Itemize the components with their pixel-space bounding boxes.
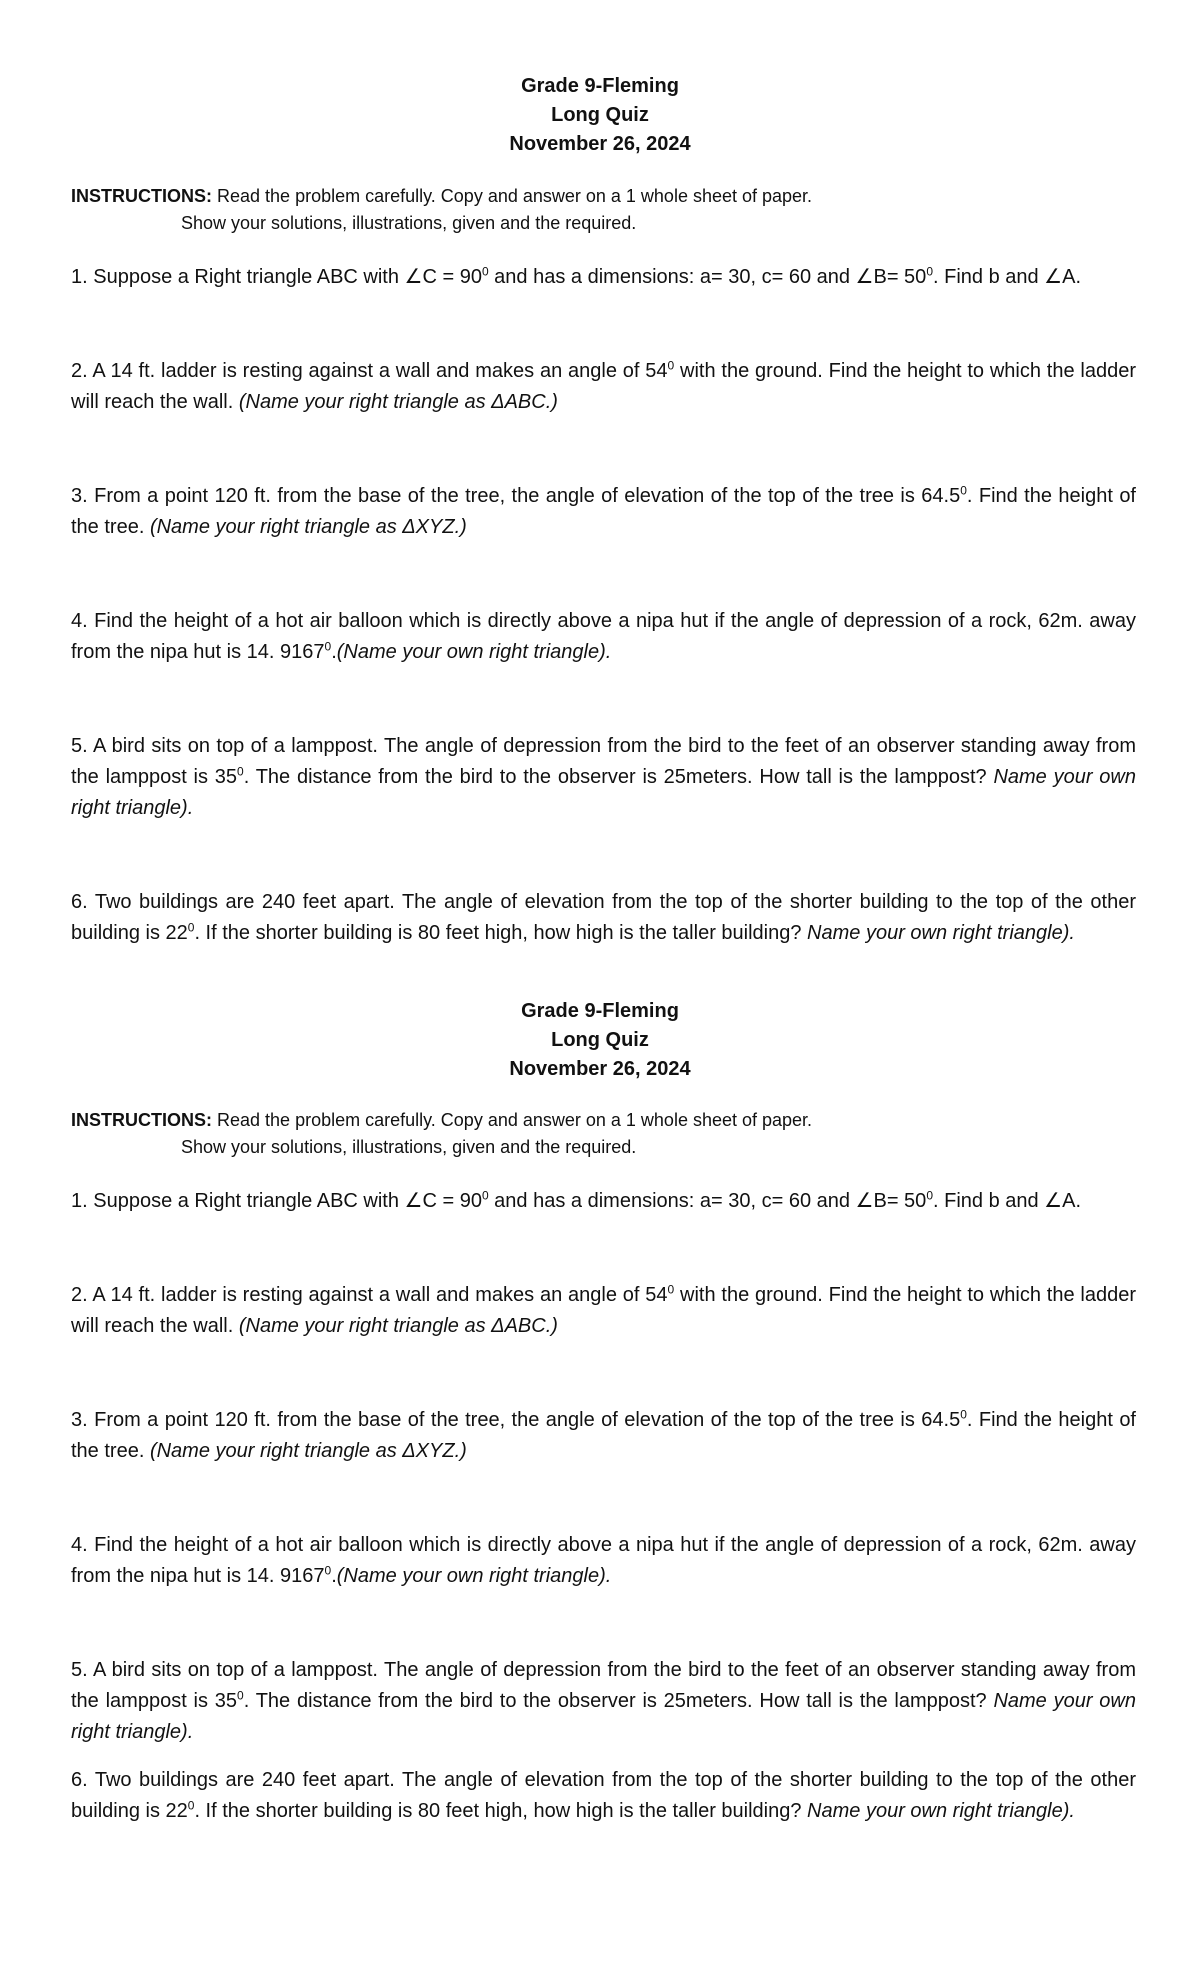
degree-mark: 0	[237, 764, 244, 779]
problem-text: 6. Two buildings are 240 feet apart. The angle of elevation from the top of the shorter building to the top of the other building is 22	[71, 1769, 1136, 1822]
problem-1	[71, 1186, 1136, 1217]
problem-2	[71, 1280, 1136, 1342]
problem-5	[71, 1655, 1136, 1748]
problem-note: (Name your right triangle as ΔABC.)	[238, 391, 558, 413]
degree-mark: 0	[926, 1188, 933, 1203]
problem-text: with the ground. Find the height to which the ladder will reach the wall.	[71, 360, 1136, 413]
degree-mark: 0	[324, 639, 332, 654]
problem-note: Name your own right triangle).	[807, 922, 1075, 944]
problem-text: .	[331, 1565, 337, 1587]
instructions-line2: Show your solutions, illustrations, given and the required.	[181, 213, 637, 233]
problem-text: 2. A 14 ft. ladder is resting against a wall and makes an angle of 54	[71, 360, 668, 382]
problem-note: (Name your right triangle as ΔXYZ.)	[149, 516, 467, 538]
problem-text: . Find the height of the tree.	[71, 1409, 1136, 1462]
instructions	[71, 1107, 812, 1161]
problem-text: . If the shorter building is 80 feet high, how high is the taller building?	[194, 922, 808, 944]
problem-text: . The distance from the bird to the observer is 25meters. How tall is the lamppost?	[243, 1690, 994, 1712]
quiz-header	[0, 997, 1200, 1084]
degree-mark: 0	[481, 264, 489, 279]
problem-text: 1. Suppose a Right triangle ABC with ∠C = 90	[71, 1190, 482, 1212]
header-title: Long Quiz	[551, 1029, 649, 1051]
problem-text: . Find b and ∠A.	[933, 1190, 1082, 1212]
degree-mark: 0	[960, 483, 967, 498]
problem-3	[71, 1405, 1136, 1467]
problem-text: 3. From a point 120 ft. from the base of the tree, the angle of elevation of the top of the tree is 64.5	[71, 1409, 961, 1431]
header-title: Long Quiz	[551, 104, 649, 126]
problem-2	[71, 356, 1136, 418]
problem-text: 2. A 14 ft. ladder is resting against a wall and makes an angle of 54	[71, 1284, 668, 1306]
header-date: November 26, 2024	[509, 1058, 691, 1080]
degree-mark: 0	[237, 1688, 244, 1703]
degree-mark: 0	[481, 1188, 489, 1203]
problem-note: Name your own right triangle).	[71, 766, 1136, 819]
degree-mark: 0	[926, 264, 933, 279]
instructions-label: INSTRUCTIONS:	[71, 1110, 212, 1130]
degree-mark: 0	[667, 1282, 675, 1297]
problem-text: and has a dimensions: a= 30, c= 60 and ∠B= 50	[488, 266, 927, 288]
problem-text: 5. A bird sits on top of a lamppost. The angle of depression from the bird to the feet of an observer standing away from the lamppost is 35	[71, 735, 1136, 788]
problem-text: 1. Suppose a Right triangle ABC with ∠C = 90	[71, 266, 482, 288]
problem-1	[71, 262, 1136, 293]
problem-text: 6. Two buildings are 240 feet apart. The angle of elevation from the top of the shorter building to the top of the other building is 22	[71, 891, 1136, 944]
problem-text: with the ground. Find the height to which the ladder will reach the wall.	[71, 1284, 1136, 1337]
problem-3	[71, 481, 1136, 543]
instructions-line1: Read the problem carefully. Copy and answer on a 1 whole sheet of paper.	[217, 1110, 813, 1130]
problem-4	[71, 606, 1136, 668]
problem-4	[71, 1530, 1136, 1592]
problem-note: Name your own right triangle).	[807, 1800, 1075, 1822]
degree-mark: 0	[187, 1798, 195, 1813]
problem-text: 4. Find the height of a hot air balloon which is directly above a nipa hut if the angle of depression of a rock, 62m. away from the nipa hut is 14. 9167	[71, 1534, 1136, 1587]
degree-mark: 0	[187, 920, 195, 935]
problem-note: (Name your own right triangle).	[336, 641, 612, 663]
header-date: November 26, 2024	[509, 133, 691, 155]
problem-text: and has a dimensions: a= 30, c= 60 and ∠B= 50	[488, 1190, 927, 1212]
problem-text: . Find b and ∠A.	[933, 266, 1082, 288]
instructions-line2: Show your solutions, illustrations, given and the required.	[181, 1137, 637, 1157]
problem-text: .	[331, 641, 337, 663]
degree-mark: 0	[960, 1407, 967, 1422]
problem-note: (Name your right triangle as ΔABC.)	[238, 1315, 558, 1337]
instructions-line1: Read the problem carefully. Copy and answer on a 1 whole sheet of paper.	[217, 186, 813, 206]
problem-text: 3. From a point 120 ft. from the base of the tree, the angle of elevation of the top of the tree is 64.5	[71, 485, 961, 507]
problem-note: (Name your own right triangle).	[336, 1565, 612, 1587]
problem-6	[71, 1765, 1136, 1827]
header-grade: Grade 9-Fleming	[521, 1000, 679, 1022]
problem-note: Name your own right triangle).	[71, 1690, 1136, 1743]
problem-text: . If the shorter building is 80 feet high, how high is the taller building?	[194, 1800, 808, 1822]
instructions-label: INSTRUCTIONS:	[71, 186, 212, 206]
degree-mark: 0	[667, 358, 675, 373]
problem-text: . The distance from the bird to the observer is 25meters. How tall is the lamppost?	[243, 766, 994, 788]
quiz-header	[0, 72, 1200, 159]
problem-text: . Find the height of the tree.	[71, 485, 1136, 538]
instructions	[71, 183, 812, 237]
problem-note: (Name your right triangle as ΔXYZ.)	[149, 1440, 467, 1462]
problem-5	[71, 731, 1136, 824]
problem-text: 5. A bird sits on top of a lamppost. The angle of depression from the bird to the feet of an observer standing away from the lamppost is 35	[71, 1659, 1136, 1712]
degree-mark: 0	[324, 1563, 332, 1578]
header-grade: Grade 9-Fleming	[521, 75, 679, 97]
problem-6	[71, 887, 1136, 949]
problem-text: 4. Find the height of a hot air balloon which is directly above a nipa hut if the angle of depression of a rock, 62m. away from the nipa hut is 14. 9167	[71, 610, 1136, 663]
